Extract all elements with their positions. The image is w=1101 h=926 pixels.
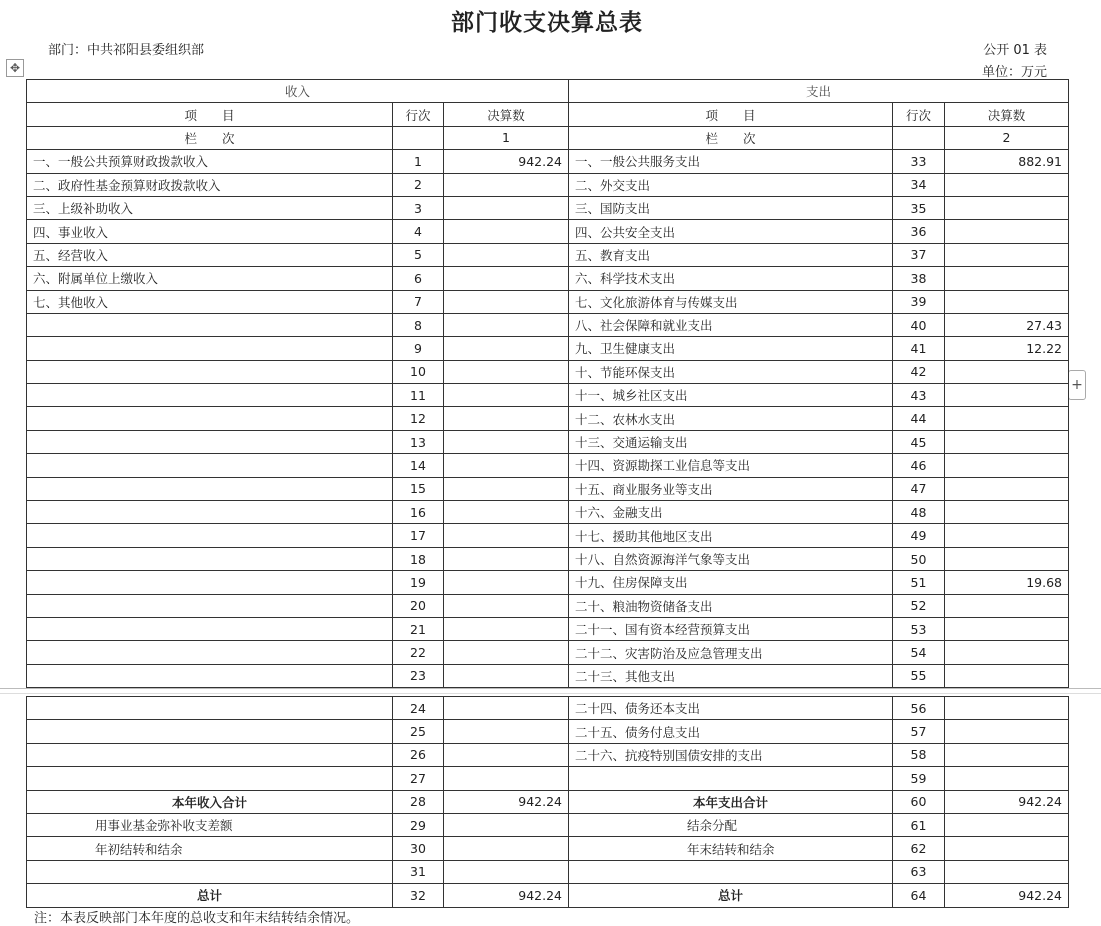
income-item-name bbox=[27, 384, 393, 407]
expense-line-number: 50 bbox=[893, 547, 945, 570]
expense-item-name: 二十一、国有资本经营预算支出 bbox=[569, 617, 893, 640]
expense-item-name: 五、教育支出 bbox=[569, 243, 893, 266]
income-line-number: 29 bbox=[393, 813, 444, 836]
footnote: 注：本表反映部门本年度的总收支和年末结转结余情况。 bbox=[34, 911, 360, 926]
expense-item-name: 总计 bbox=[569, 884, 893, 907]
income-amount bbox=[444, 290, 569, 313]
table-row bbox=[27, 407, 1069, 430]
expense-line-number: 47 bbox=[893, 477, 945, 500]
table-row bbox=[27, 360, 1069, 383]
expense-line-number: 45 bbox=[893, 430, 945, 453]
income-item-name bbox=[27, 454, 393, 477]
income-item-name bbox=[27, 407, 393, 430]
expense-item-name: 十九、住房保障支出 bbox=[569, 571, 893, 594]
income-item-name: 七、其他收入 bbox=[27, 290, 393, 313]
income-amount bbox=[444, 697, 569, 720]
income-line-number: 20 bbox=[393, 594, 444, 617]
table-row bbox=[27, 430, 1069, 453]
table-row bbox=[27, 837, 1069, 860]
income-item-name: 五、经营收入 bbox=[27, 243, 393, 266]
expense-line-number: 37 bbox=[893, 243, 945, 266]
table-row bbox=[27, 454, 1069, 477]
table-row bbox=[27, 524, 1069, 547]
table-row bbox=[27, 720, 1069, 743]
expense-item-name: 二十六、抗疫特别国债安排的支出 bbox=[569, 743, 893, 766]
expense-amount bbox=[945, 860, 1069, 883]
table-row bbox=[27, 697, 1069, 720]
income-line-number: 30 bbox=[393, 837, 444, 860]
income-item-name: 六、附属单位上缴收入 bbox=[27, 267, 393, 290]
expense-item-name: 二十五、债务付息支出 bbox=[569, 720, 893, 743]
income-line-number: 23 bbox=[393, 664, 444, 687]
group-header-row bbox=[27, 80, 1069, 103]
income-line-number: 26 bbox=[393, 743, 444, 766]
income-column-label: 栏 次 bbox=[27, 126, 393, 149]
expense-item-name: 本年支出合计 bbox=[569, 790, 893, 813]
income-amount bbox=[444, 860, 569, 883]
income-amount-header: 决算数 bbox=[444, 103, 569, 126]
expense-group-header: 支出 bbox=[569, 80, 1069, 103]
table-row bbox=[27, 501, 1069, 524]
move-handle-icon[interactable]: ✥ bbox=[6, 59, 24, 77]
expense-line-number: 46 bbox=[893, 454, 945, 477]
income-item-name bbox=[27, 697, 393, 720]
expense-item-name: 十七、援助其他地区支出 bbox=[569, 524, 893, 547]
expense-line-number: 59 bbox=[893, 767, 945, 790]
expense-item-name: 十四、资源勘探工业信息等支出 bbox=[569, 454, 893, 477]
income-line-number: 28 bbox=[393, 790, 444, 813]
expense-amount: 942.24 bbox=[945, 884, 1069, 907]
income-item-name bbox=[27, 743, 393, 766]
expense-item-name: 十五、商业服务业等支出 bbox=[569, 477, 893, 500]
income-line-number: 1 bbox=[393, 150, 444, 173]
income-group-header: 收入 bbox=[27, 80, 569, 103]
expense-amount: 19.68 bbox=[945, 571, 1069, 594]
expense-amount bbox=[945, 594, 1069, 617]
income-item-name: 一、一般公共预算财政拨款收入 bbox=[27, 150, 393, 173]
expense-item-name: 三、国防支出 bbox=[569, 196, 893, 219]
income-amount bbox=[444, 220, 569, 243]
income-line-number: 21 bbox=[393, 617, 444, 640]
expense-item-name: 二、外交支出 bbox=[569, 173, 893, 196]
table-row bbox=[27, 790, 1069, 813]
income-amount bbox=[444, 454, 569, 477]
table-row bbox=[27, 150, 1069, 173]
column-header-row bbox=[27, 103, 1069, 126]
expense-amount bbox=[945, 430, 1069, 453]
income-item-name bbox=[27, 641, 393, 664]
income-item-name: 本年收入合计 bbox=[27, 790, 393, 813]
income-amount bbox=[444, 337, 569, 360]
income-amount bbox=[444, 571, 569, 594]
table-row bbox=[27, 594, 1069, 617]
income-item-name bbox=[27, 617, 393, 640]
income-amount bbox=[444, 267, 569, 290]
income-line-number: 16 bbox=[393, 501, 444, 524]
expense-amount bbox=[945, 664, 1069, 687]
expense-line-number: 51 bbox=[893, 571, 945, 594]
income-amount bbox=[444, 767, 569, 790]
expense-line-number: 62 bbox=[893, 837, 945, 860]
column-number-row bbox=[27, 126, 1069, 149]
expense-item-name: 四、公共安全支出 bbox=[569, 220, 893, 243]
expense-item-header: 项 目 bbox=[569, 103, 893, 126]
expense-amount bbox=[945, 743, 1069, 766]
table-row bbox=[27, 313, 1069, 336]
income-amount bbox=[444, 430, 569, 453]
expense-item-name: 十八、自然资源海洋气象等支出 bbox=[569, 547, 893, 570]
income-amount: 942.24 bbox=[444, 884, 569, 907]
expense-item-name: 二十三、其他支出 bbox=[569, 664, 893, 687]
expense-amount bbox=[945, 547, 1069, 570]
income-line-number: 5 bbox=[393, 243, 444, 266]
table-row bbox=[27, 243, 1069, 266]
table-row bbox=[27, 571, 1069, 594]
income-line-number: 19 bbox=[393, 571, 444, 594]
table-row bbox=[27, 641, 1069, 664]
expense-item-name: 七、文化旅游体育与传媒支出 bbox=[569, 290, 893, 313]
income-amount bbox=[444, 720, 569, 743]
income-item-name: 年初结转和结余 bbox=[27, 837, 393, 860]
expense-line-number: 55 bbox=[893, 664, 945, 687]
expense-line-number: 34 bbox=[893, 173, 945, 196]
income-line-number: 24 bbox=[393, 697, 444, 720]
income-amount bbox=[444, 360, 569, 383]
expense-line-number: 63 bbox=[893, 860, 945, 883]
income-amount bbox=[444, 641, 569, 664]
expense-amount bbox=[945, 813, 1069, 836]
income-amount: 942.24 bbox=[444, 150, 569, 173]
expense-line-number: 49 bbox=[893, 524, 945, 547]
expense-line-number: 56 bbox=[893, 697, 945, 720]
expense-amount bbox=[945, 837, 1069, 860]
expense-amount bbox=[945, 477, 1069, 500]
expense-line-number: 53 bbox=[893, 617, 945, 640]
income-amount bbox=[444, 501, 569, 524]
expense-amount: 12.22 bbox=[945, 337, 1069, 360]
expense-line-number: 41 bbox=[893, 337, 945, 360]
expense-line-number: 42 bbox=[893, 360, 945, 383]
table-row bbox=[27, 664, 1069, 687]
table-row bbox=[27, 884, 1069, 907]
summary-table-part1 bbox=[26, 79, 1069, 688]
income-item-name bbox=[27, 571, 393, 594]
expense-line-number: 38 bbox=[893, 267, 945, 290]
expense-item-name: 八、社会保障和就业支出 bbox=[569, 313, 893, 336]
expense-line-number: 64 bbox=[893, 884, 945, 907]
expense-amount bbox=[945, 407, 1069, 430]
expense-amount bbox=[945, 173, 1069, 196]
expense-amount bbox=[945, 524, 1069, 547]
expense-item-name: 十一、城乡社区支出 bbox=[569, 384, 893, 407]
expense-column-number: 2 bbox=[945, 126, 1069, 149]
expense-item-name bbox=[569, 860, 893, 883]
table-row bbox=[27, 767, 1069, 790]
expense-line-number: 39 bbox=[893, 290, 945, 313]
expense-item-name: 结余分配 bbox=[569, 813, 893, 836]
expense-amount bbox=[945, 360, 1069, 383]
expense-item-name: 年末结转和结余 bbox=[569, 837, 893, 860]
expense-amount bbox=[945, 384, 1069, 407]
table-row bbox=[27, 617, 1069, 640]
table-row bbox=[27, 743, 1069, 766]
income-amount bbox=[444, 743, 569, 766]
add-column-icon[interactable]: + bbox=[1068, 370, 1086, 400]
expense-line-header: 行次 bbox=[893, 103, 945, 126]
income-item-name: 二、政府性基金预算财政拨款收入 bbox=[27, 173, 393, 196]
table-row bbox=[27, 813, 1069, 836]
expense-line-number: 35 bbox=[893, 196, 945, 219]
table-row bbox=[27, 337, 1069, 360]
income-amount bbox=[444, 173, 569, 196]
income-amount bbox=[444, 547, 569, 570]
table-row bbox=[27, 477, 1069, 500]
expense-line-number: 36 bbox=[893, 220, 945, 243]
income-item-header: 项 目 bbox=[27, 103, 393, 126]
expense-amount bbox=[945, 767, 1069, 790]
income-item-name: 三、上级补助收入 bbox=[27, 196, 393, 219]
income-item-name: 总计 bbox=[27, 884, 393, 907]
income-amount bbox=[444, 813, 569, 836]
income-line-number: 4 bbox=[393, 220, 444, 243]
income-amount bbox=[444, 384, 569, 407]
summary-table-part2 bbox=[26, 696, 1069, 908]
income-item-name bbox=[27, 594, 393, 617]
expense-line-number: 48 bbox=[893, 501, 945, 524]
table-row bbox=[27, 267, 1069, 290]
income-item-name bbox=[27, 360, 393, 383]
expense-amount bbox=[945, 454, 1069, 477]
income-item-name bbox=[27, 501, 393, 524]
table-row bbox=[27, 860, 1069, 883]
expense-item-name: 二十、粮油物资储备支出 bbox=[569, 594, 893, 617]
unit-label: 单位：万元 bbox=[981, 65, 1047, 80]
income-amount bbox=[444, 313, 569, 336]
income-amount bbox=[444, 407, 569, 430]
table-row bbox=[27, 384, 1069, 407]
page-break-divider bbox=[0, 688, 1101, 696]
expense-amount bbox=[945, 196, 1069, 219]
expense-line-number: 52 bbox=[893, 594, 945, 617]
expense-amount bbox=[945, 220, 1069, 243]
expense-item-name: 十、节能环保支出 bbox=[569, 360, 893, 383]
income-line-number: 2 bbox=[393, 173, 444, 196]
income-line-number: 7 bbox=[393, 290, 444, 313]
income-line-number: 32 bbox=[393, 884, 444, 907]
expense-item-name: 二十二、灾害防治及应急管理支出 bbox=[569, 641, 893, 664]
income-column-number: 1 bbox=[444, 126, 569, 149]
income-item-name: 用事业基金弥补收支差额 bbox=[27, 813, 393, 836]
income-line-number: 25 bbox=[393, 720, 444, 743]
income-line-number: 3 bbox=[393, 196, 444, 219]
income-amount bbox=[444, 477, 569, 500]
income-item-name bbox=[27, 767, 393, 790]
income-line-number: 12 bbox=[393, 407, 444, 430]
form-number: 公开 01 表 bbox=[983, 43, 1047, 58]
income-item-name bbox=[27, 524, 393, 547]
income-line-number: 22 bbox=[393, 641, 444, 664]
income-line-number: 27 bbox=[393, 767, 444, 790]
expense-line-number: 44 bbox=[893, 407, 945, 430]
expense-line-number: 54 bbox=[893, 641, 945, 664]
expense-amount-header: 决算数 bbox=[945, 103, 1069, 126]
expense-item-name: 九、卫生健康支出 bbox=[569, 337, 893, 360]
expense-amount bbox=[945, 290, 1069, 313]
expense-line-number: 60 bbox=[893, 790, 945, 813]
income-item-name bbox=[27, 860, 393, 883]
income-line-number: 31 bbox=[393, 860, 444, 883]
expense-amount bbox=[945, 267, 1069, 290]
income-line-header: 行次 bbox=[393, 103, 444, 126]
table-row bbox=[27, 220, 1069, 243]
expense-line-blank bbox=[893, 126, 945, 149]
expense-amount: 882.91 bbox=[945, 150, 1069, 173]
expense-item-name: 十二、农林水支出 bbox=[569, 407, 893, 430]
income-item-name bbox=[27, 547, 393, 570]
table-row bbox=[27, 547, 1069, 570]
income-amount bbox=[444, 594, 569, 617]
expense-line-number: 40 bbox=[893, 313, 945, 336]
expense-line-number: 58 bbox=[893, 743, 945, 766]
income-amount bbox=[444, 837, 569, 860]
expense-item-name: 十六、金融支出 bbox=[569, 501, 893, 524]
expense-amount bbox=[945, 243, 1069, 266]
expense-item-name: 六、科学技术支出 bbox=[569, 267, 893, 290]
income-amount bbox=[444, 617, 569, 640]
expense-item-name bbox=[569, 767, 893, 790]
expense-amount bbox=[945, 617, 1069, 640]
department-label: 部门：中共祁阳县委组织部 bbox=[48, 43, 205, 58]
income-item-name bbox=[27, 720, 393, 743]
page-title: 部门收支决算总表 bbox=[451, 10, 643, 36]
expense-amount: 942.24 bbox=[945, 790, 1069, 813]
income-item-name bbox=[27, 430, 393, 453]
expense-line-number: 61 bbox=[893, 813, 945, 836]
income-amount: 942.24 bbox=[444, 790, 569, 813]
expense-column-label: 栏 次 bbox=[569, 126, 893, 149]
income-amount bbox=[444, 243, 569, 266]
income-line-number: 10 bbox=[393, 360, 444, 383]
income-item-name bbox=[27, 337, 393, 360]
expense-amount: 27.43 bbox=[945, 313, 1069, 336]
expense-amount bbox=[945, 641, 1069, 664]
income-line-number: 18 bbox=[393, 547, 444, 570]
income-line-number: 6 bbox=[393, 267, 444, 290]
income-line-number: 13 bbox=[393, 430, 444, 453]
income-amount bbox=[444, 664, 569, 687]
expense-line-number: 57 bbox=[893, 720, 945, 743]
income-line-number: 15 bbox=[393, 477, 444, 500]
expense-amount bbox=[945, 720, 1069, 743]
income-line-number: 14 bbox=[393, 454, 444, 477]
income-item-name: 四、事业收入 bbox=[27, 220, 393, 243]
expense-amount bbox=[945, 501, 1069, 524]
income-line-number: 17 bbox=[393, 524, 444, 547]
table-row bbox=[27, 173, 1069, 196]
income-amount bbox=[444, 524, 569, 547]
table-row bbox=[27, 290, 1069, 313]
income-item-name bbox=[27, 664, 393, 687]
expense-item-name: 十三、交通运输支出 bbox=[569, 430, 893, 453]
income-item-name bbox=[27, 477, 393, 500]
expense-item-name: 二十四、债务还本支出 bbox=[569, 697, 893, 720]
income-line-number: 11 bbox=[393, 384, 444, 407]
income-amount bbox=[444, 196, 569, 219]
expense-item-name: 一、一般公共服务支出 bbox=[569, 150, 893, 173]
table-row bbox=[27, 196, 1069, 219]
expense-line-number: 43 bbox=[893, 384, 945, 407]
income-line-number: 8 bbox=[393, 313, 444, 336]
expense-amount bbox=[945, 697, 1069, 720]
expense-line-number: 33 bbox=[893, 150, 945, 173]
income-item-name bbox=[27, 313, 393, 336]
income-line-blank bbox=[393, 126, 444, 149]
income-line-number: 9 bbox=[393, 337, 444, 360]
